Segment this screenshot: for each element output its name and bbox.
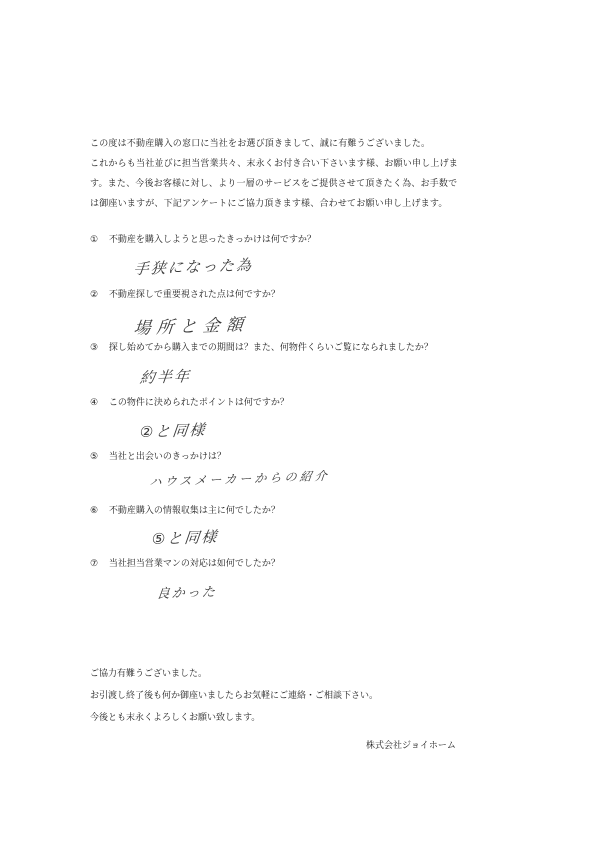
closing-line: ご協力有難うございました。: [90, 669, 208, 679]
handwritten-answer-1: 手狭になった為: [132, 255, 255, 279]
question-text: 当社担当営業マンの対応は如何でしたか？: [108, 559, 280, 569]
question-6: [90, 503, 280, 516]
question-text: 不動産を購入しようと思ったきっかけは何ですか？: [108, 235, 316, 245]
question-number: ⑤: [90, 452, 99, 462]
question-text: 不動産探しで重要視された点は何ですか？: [108, 290, 280, 300]
handwritten-answer-4: ②と同様: [138, 420, 208, 442]
question-text: 探し始めてから購入までの期間は？また、何物件くらいご覧になられましたか？: [108, 343, 433, 353]
intro-paragraph: [90, 134, 520, 214]
question-number: ①: [90, 235, 99, 245]
question-number: ⑥: [90, 506, 99, 516]
question-number: ④: [90, 398, 99, 408]
question-text: 当社と出会いのきっかけは？: [108, 452, 226, 462]
intro-line: これからも当社並びに担当営業共々、末永くお付き合い下さいます様、お願い申し上げま: [90, 159, 459, 169]
company-name: 株式会社ジョイホーム: [366, 741, 456, 751]
closing-paragraph: [90, 663, 378, 729]
handwritten-answer-7: 良かった: [155, 584, 218, 603]
intro-line: す。また、今後お客様に対し、より一層のサービスをご提供させて頂きたく為、お手数で: [90, 179, 458, 189]
question-text: この物件に決められたポイントは何ですか？: [108, 398, 289, 408]
question-number: ⑦: [90, 559, 99, 569]
question-5: [90, 449, 226, 462]
intro-line: は御座いますが、下記アンケートにご協力頂きます様、合わせてお願い申し上げます。: [90, 199, 448, 209]
handwritten-answer-6: ⑤と同様: [150, 527, 220, 549]
question-7: [90, 556, 280, 569]
closing-line: 今後とも末永くよろしくお願い致します。: [90, 713, 261, 723]
closing-line: お引渡し終了後も何か御座いましたらお気軽にご連絡・ご相談下さい。: [90, 691, 379, 701]
intro-line: この度は不動産購入の窓口に当社をお選び頂きまして、誠に有難うございました。: [90, 139, 431, 149]
handwritten-answer-2: 場所と金額: [132, 314, 251, 339]
question-4: [90, 395, 289, 408]
question-number: ②: [90, 290, 99, 300]
question-1: [90, 232, 316, 245]
handwritten-answer-5: ハウスメーカーからの紹介: [148, 468, 331, 490]
question-number: ③: [90, 343, 99, 353]
question-2: [90, 287, 280, 300]
handwritten-answer-3: 約半年: [138, 367, 193, 387]
question-text: 不動産購入の情報収集は主に何でしたか？: [108, 506, 280, 516]
question-3: [90, 340, 433, 353]
